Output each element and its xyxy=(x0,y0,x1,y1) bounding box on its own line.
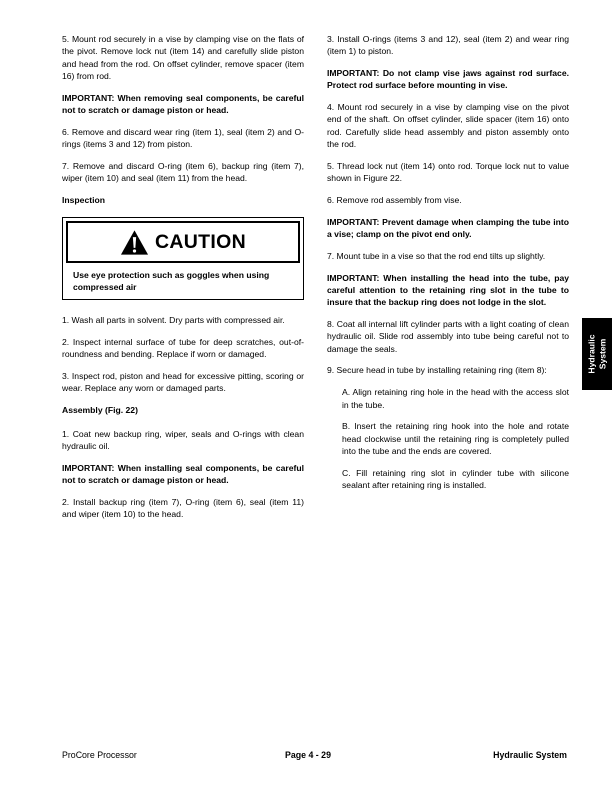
assembly-step-5: 5. Thread lock nut (item 14) onto rod. Torque lock nut to value shown in Figure 22. xyxy=(327,160,569,184)
assembly-step-1: 1. Coat new backup ring, wiper, seals and O-rings with clean hydraulic oil. xyxy=(62,428,304,451)
left-column xyxy=(62,33,304,530)
footer-product-name: ProCore Processor xyxy=(62,750,137,760)
inspection-step-2: 2. Inspect internal surface of tube for deep scratches, out-of-roundness and bending. Replace if worn or damaged. xyxy=(62,337,304,360)
step-7-head-seals: 7. Remove and discard O-ring (item 6), backup ring (item 7), wiper (item 10) and seal (item 11) from the head. xyxy=(62,160,304,184)
assembly-step-7: 7. Mount tube in a vise so that the rod end tilts up slightly. xyxy=(327,250,546,261)
inspection-step-1: 1. Wash all parts in solvent. Dry parts with compressed air. xyxy=(62,315,285,326)
assembly-step-2: 2. Install backup ring (item 7), O-ring (item 6), seal (item 11) and wiper (item 10) to the head. xyxy=(62,496,304,520)
assembly-step-9: 9. Secure head in tube by installing retaining ring (item 8): xyxy=(327,365,547,376)
assembly-step-8: 8. Coat all internal lift cylinder parts with a light coating of clean hydraulic oil. Slide rod assembly into tube being careful not to damage the seals. xyxy=(327,319,569,354)
section-tab-label xyxy=(587,334,608,373)
assembly-step-3: 3. Install O-rings (items 3 and 12), seal (item 2) and wear ring (item 1) to piston. xyxy=(327,34,569,57)
substep-c: C. Fill retaining ring slot in cylinder tube with silicone sealant after retaining ring is installed. xyxy=(342,467,569,491)
important-note-removing-seals: IMPORTANT: When removing seal components, be careful not to scratch or damage piston or head. xyxy=(62,92,304,115)
step-5-remove-piston: 5. Mount rod securely in a vise by clamping vise on the flats of the pivot. Remove lock nut (item 14) and carefully slide piston and head from the rod. On offset cylinder, remove spacer (item 16) from rod. xyxy=(62,34,304,81)
important-note-retaining-slot: IMPORTANT: When installing the head into the tube, pay careful attention to the retaining ring slot in the tube to insure that the backup ring does not lodge in the slot. xyxy=(327,272,569,308)
important-note-clamping-tube: IMPORTANT: Prevent damage when clamping the tube into a vise; clamp on the pivot end only. xyxy=(327,216,569,240)
section-tab-hydraulic-system[interactable] xyxy=(582,318,612,390)
footer-section-name: Hydraulic System xyxy=(493,750,567,760)
caution-title: CAUTION xyxy=(155,231,246,254)
section-tab-line-2: System xyxy=(597,338,607,370)
caution-text: Use eye protection such as goggles when using compressed air xyxy=(73,270,270,292)
step-6-piston-seals: 6. Remove and discard wear ring (item 1), seal (item 2) and O-rings (items 3 and 12) from piston. xyxy=(62,126,304,150)
inspection-heading: Inspection xyxy=(62,194,105,205)
assembly-step-6: 6. Remove rod assembly from vise. xyxy=(327,194,462,205)
section-tab-line-1: Hydraulic xyxy=(586,334,597,374)
caution-box xyxy=(62,217,304,300)
important-note-installing-seals: IMPORTANT: When installing seal components, be careful not to scratch or damage piston or head. xyxy=(62,462,304,485)
substep-b: B. Insert the retaining ring hook into the hole and rotate head clockwise until the retaining ring is completely pulled into the tube and the ends are covered. xyxy=(342,421,569,456)
footer-page-number: Page 4 - 29 xyxy=(285,750,331,760)
assembly-heading: Assembly (Fig. 22) xyxy=(62,405,138,416)
assembly-step-4: 4. Mount rod securely in a vise by clamping vise on the pivot end of the shaft. On offset cylinder, slide spacer (item 16) onto rod. Carefully slide head assembly and piston assembly onto the rod. xyxy=(327,102,569,150)
right-column xyxy=(327,33,569,501)
inspection-step-3: 3. Inspect rod, piston and head for excessive pitting, scoring or wear. Replace any worn or damaged parts. xyxy=(62,371,304,394)
caution-header xyxy=(66,221,300,263)
warning-triangle-icon xyxy=(120,229,149,256)
important-note-vise-jaws: IMPORTANT: Do not clamp vise jaws against rod surface. Protect rod surface before mounting in vise. xyxy=(327,68,569,91)
substep-a: A. Align retaining ring hole in the head with the access slot in the tube. xyxy=(342,387,569,410)
